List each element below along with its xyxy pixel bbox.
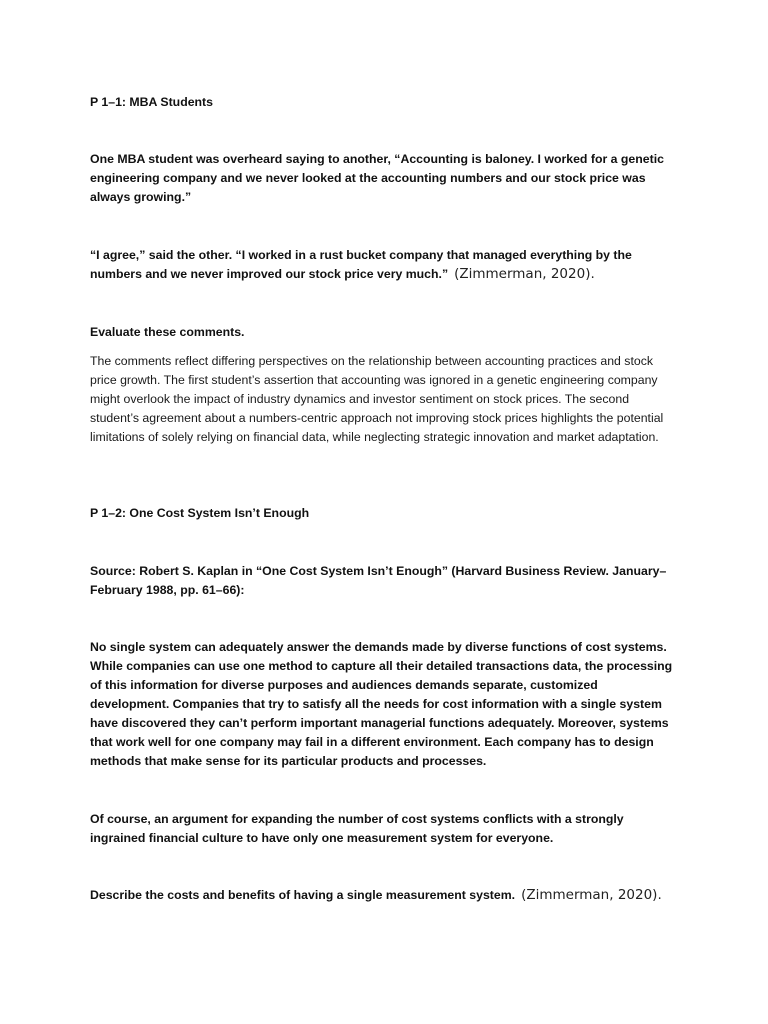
problem-1-1-answer: The comments reflect differing perspectives on the relationship between accounting practices and stock price growth. The first student’s assertion that accounting was ignored in a genetic engineering company might overlook the impact of industry dynamics and investor sentiment on stock prices. The second student’s agreement about a numbers-centric approach not improving stock prices highlights the potential limitations of solely relying on financial data, while neglecting strategic innovation and market adaptation.: [90, 354, 664, 444]
problem-1-2-prompt-text: Describe the costs and benefits of having a single measurement system.: [90, 888, 516, 902]
problem-1-2-source: Source: Robert S. Kaplan in “One Cost System Isn’t Enough” (Harvard Business Review. January–February 1988, pp. 61–66):: [90, 564, 667, 597]
citation-zimmerman: (Zimmerman, 2020).: [454, 266, 595, 282]
problem-1-2-heading: P 1–2: One Cost System Isn’t Enough: [90, 506, 310, 520]
problem-1-1-quote-second-student: [90, 246, 680, 284]
problem-1-1-quote-first-student: One MBA student was overheard saying to another, “Accounting is baloney. I worked for a genetic engineering company and we never looked at the accounting numbers and our stock price was always growing.”: [90, 152, 664, 204]
quote-second-student-text: “I agree,” said the other. “I worked in a rust bucket company that managed everything by the numbers and we never improved our stock price very much.”: [90, 248, 632, 281]
problem-1-2-argument: Of course, an argument for expanding the number of cost systems conflicts with a strongly ingrained financial culture to have only one measurement system for everyone.: [90, 812, 624, 845]
problem-1-1-prompt: Evaluate these comments.: [90, 325, 245, 339]
problem-1-1-heading: P 1–1: MBA Students: [90, 95, 213, 109]
citation-zimmerman-2: (Zimmerman, 2020).: [521, 887, 662, 903]
problem-1-2-excerpt: No single system can adequately answer the demands made by diverse functions of cost systems. While companies can use one method to capture all their detailed transactions data, the processing of this information for diverse purposes and audiences demands separate, customized development. Companies that try to satisfy all the needs for cost information with a single system have discovered they can’t perform important managerial functions adequately. Moreover, systems that work well for one company may fail in a different environment. Each company has to design methods that make sense for its particular products and processes.: [90, 640, 673, 768]
problem-1-2-prompt: [90, 886, 680, 905]
